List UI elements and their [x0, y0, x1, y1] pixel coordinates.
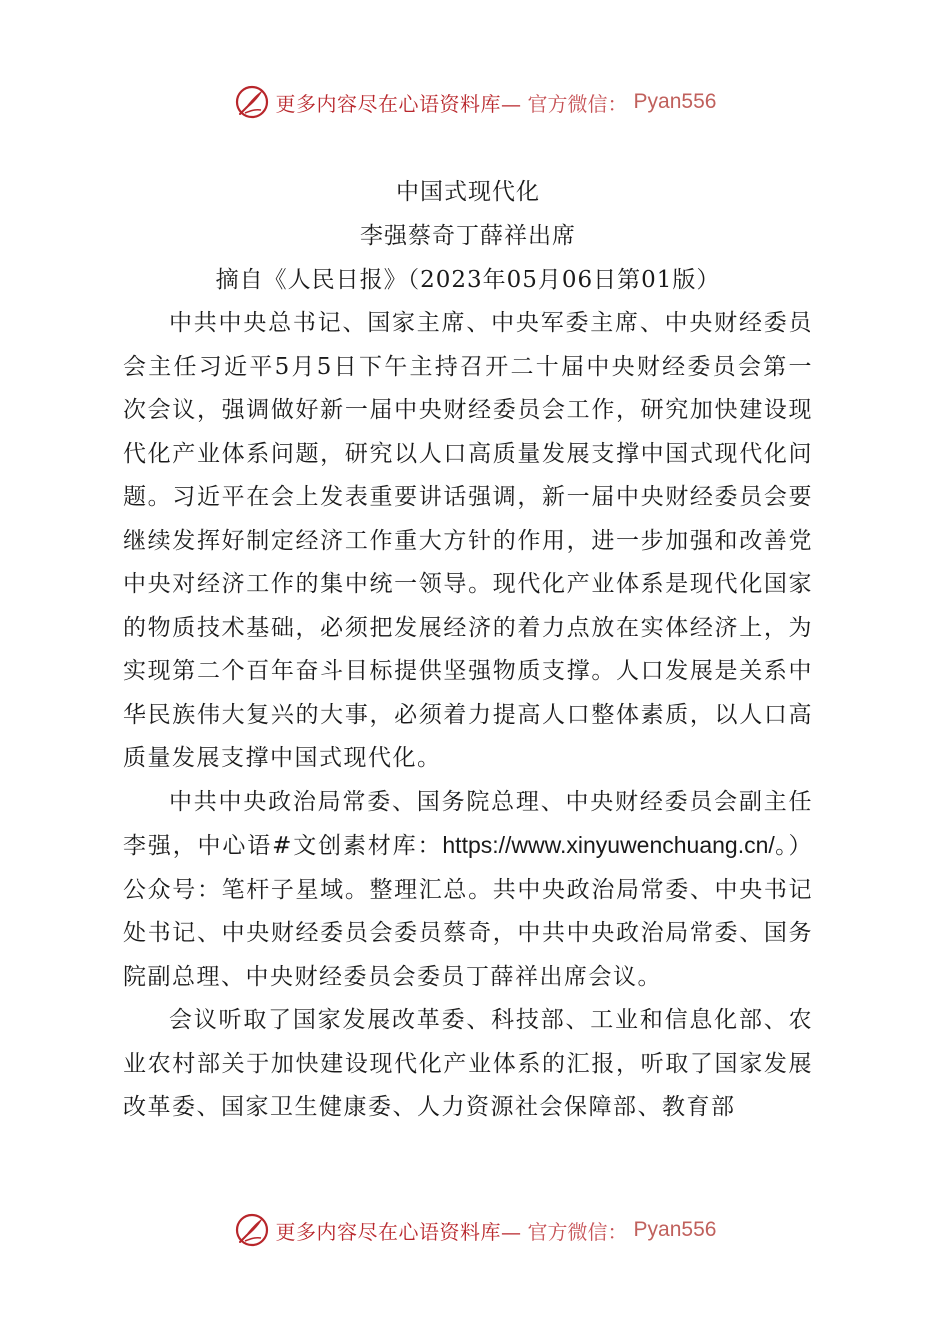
document-body: [123, 170, 813, 1130]
document-subtitle: 李强蔡奇丁薛祥出席: [360, 223, 576, 249]
paragraph-2: [123, 781, 813, 1000]
watermark-banner-bottom: [0, 1208, 950, 1252]
document-title: 中国式现代化: [396, 179, 540, 205]
quill-logo-icon: [234, 84, 270, 120]
watermark-text: 更多内容尽在心语资料库—: [275, 91, 522, 116]
watermark-wechat-label: 官方微信：: [527, 91, 628, 116]
paragraph-2-text-before: 中共中央政治局常委、国务院总理、中央财经委员会副主任李强，中心语#文创素材库：: [123, 788, 813, 859]
watermark-banner-top: [0, 80, 950, 124]
watermark-wechat-id: Pyan556: [633, 1218, 717, 1241]
watermark-wechat-id: Pyan556: [633, 90, 717, 113]
paragraph-3: 会议听取了国家发展改革委、科技部、工业和信息化部、农业农村部关于加快建设现代化产业体系的汇报，听取了国家发展改革委、国家卫生健康委、人力资源社会保障部、教育部: [123, 1007, 813, 1120]
watermark-wechat-label: 官方微信：: [527, 1219, 628, 1244]
paragraph-2-text-after: 。）公众号：笔杆子星域。整理汇总。共中央政治局常委、中央书记处书记、中央财经委员会委员蔡奇，中共中央政治局常委、国务院副总理、中央财经委员会委员丁薛祥出席会议。: [123, 833, 814, 990]
paragraph-2-url: https://www.xinyuwenchuang.cn/: [442, 832, 775, 858]
quill-logo-icon: [234, 1212, 270, 1248]
paragraph-1: 中共中央总书记、国家主席、中央军委主席、中央财经委员会主任习近平5月5日下午主持召开二十届中央财经委员会第一次会议，强调做好新一届中央财经委员会工作，研究加快建设现代化产业体系问题，研究以人口高质量发展支撑中国式现代化问题。习近平在会上发表重要讲话强调，新一届中央财经委员会要继续发挥好制定经济工作重大方针的作用，进一步加强和改善党中央对经济工作的集中统一领导。现代化产业体系是现代化国家的物质技术基础，必须把发展经济的着力点放在实体经济上，为实现第二个百年奋斗目标提供坚强物质支撑。人口发展是关系中华民族伟大复兴的大事，必须着力提高人口整体素质，以人口高质量发展支撑中国式现代化。: [123, 310, 813, 771]
document-source: 摘自《人民日报》（2023年05月06日第01版）: [215, 267, 721, 293]
watermark-text: 更多内容尽在心语资料库—: [275, 1219, 522, 1244]
